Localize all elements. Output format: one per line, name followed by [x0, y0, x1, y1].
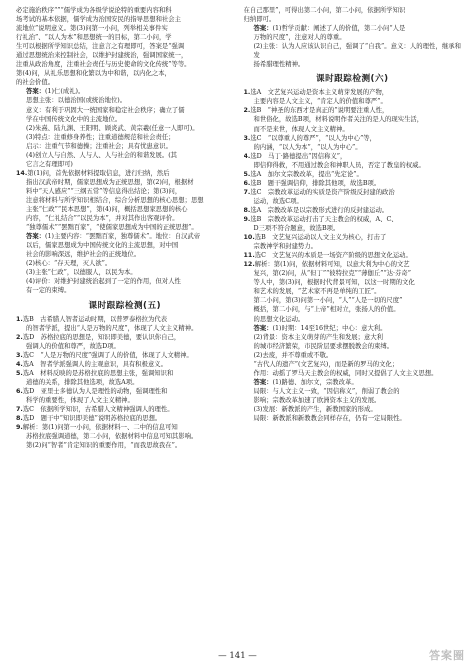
question-text: 选A 智者学派强调人的主观意识，具有积极意义。	[22, 360, 167, 368]
question-number: 6.	[16, 387, 23, 395]
text-line: 即信仰得救，不用通过教会和神职人员，否定了教皇的权威。	[253, 161, 425, 169]
text-line: 在自己那里”，可得出第二小问，第二小问，依据所学知识	[243, 7, 406, 14]
question-number: 4.	[16, 360, 23, 368]
question-number: 11.	[243, 252, 255, 260]
question-number: 5.	[243, 170, 251, 178]
text-line: (2)去废，并不尊重或不敬。	[253, 351, 333, 359]
text-line: 的思想文化运动。	[253, 315, 305, 323]
question-number: 8.	[16, 415, 23, 423]
page-number: — 141 —	[218, 651, 257, 661]
question-text: 选A 宗教改革是以宗教形式进行的反封建运动。	[250, 206, 389, 214]
question-text: 第(1)问，首先依据材料提取信息，进行归纳，然后	[27, 169, 170, 177]
question-number: 10.	[243, 234, 255, 242]
text-line: 内容，“仁礼结合”“以民为本”，并对其作出客观评价。	[26, 215, 179, 223]
answer-label: 答案：	[253, 378, 273, 386]
answer-label: 答案：	[253, 324, 273, 332]
text-line: 等人中，第(3)问，根据时代背景可知，以这一时期的文化	[253, 279, 415, 287]
question-number: 6.	[243, 179, 251, 187]
question-line	[244, 152, 462, 161]
question-line	[16, 315, 234, 324]
question-number: 12.	[243, 261, 255, 269]
question-text: 选D 题干中“知识即美德”说明苏格拉底的思想。	[22, 415, 162, 423]
text-line: 必定施治秩序“”“儒学成为各级学说论特的重要内容和科	[16, 7, 172, 14]
text-line: 第二小问，第(3)问第一小问，“人”“人是一切的尺度”	[253, 297, 403, 305]
section-title: 课时跟踪检测(六)	[315, 74, 389, 85]
text-line: 注重从政治角度，注重社会责任与历史使命的文化传统”等等。	[16, 61, 191, 69]
question-number: 3.	[16, 351, 23, 359]
question-number: 4.	[243, 152, 251, 160]
text-line: “独尊儒术”“罢黜百家”，“使儒家思想成为中国的正统思想”。	[26, 224, 198, 232]
text-line: 而不是来世，体现人文主义精神。	[253, 125, 349, 133]
question-line	[16, 387, 234, 396]
answer-line	[16, 87, 234, 96]
question-text: 选B 题干强调信仰，排除其他项，故选B项。	[250, 179, 381, 187]
text-line: 启示：注重气节和德操；注重社会；具有忧患意识。	[26, 142, 172, 150]
answer-text: (1)路德、加尔文，宗教改革。	[272, 378, 358, 386]
text-line: 扬希腊理性精神。	[253, 61, 305, 69]
text-line: 科学的重要性，体现了人文主义精神。	[26, 396, 134, 404]
answer-line	[244, 24, 462, 33]
question-number: 9.	[243, 215, 251, 223]
question-text: 选C 宗教改革运动的实质是资产阶级反封建的政治	[250, 188, 395, 196]
question-line	[16, 414, 234, 423]
text-line: 社会的影响深远，维护社会的正统地位。	[26, 251, 141, 259]
text-line: 流地位”说明意义。第(3)问第一小问，列举相关事件实	[16, 25, 168, 33]
question-text: 选A 材料反映的是苏格拉底的思想主张，强调知识和	[22, 369, 174, 377]
text-line: 的城市经济繁荣，市民阶层要求摆脱教会的束缚。	[253, 342, 394, 350]
text-line: 和世俗化，故选B项，材料说明作者关注的是人的现实生活，	[253, 116, 424, 124]
question-line	[16, 333, 234, 342]
text-line: (2)主张：认为人应该认识自己，强调了“自我”。意义：人的理性，继承和发	[253, 43, 461, 60]
text-line: (4)创立人与自然、人与人、人与社会的和谐发展。(其	[26, 151, 178, 159]
text-line: 作用：动摇了罗马天主教会的权威，同时又提倡了人文主义思想。	[253, 369, 438, 377]
text-line: 行礼治”、“以人为本”和思想统一的目标，第二小问，学	[16, 34, 172, 42]
question-number: 3.	[243, 134, 251, 142]
text-line: 第(2)问“智者”肯定知识的重要作用，“而我思故我在”。	[26, 442, 182, 450]
question-number: 2.	[243, 107, 251, 115]
text-line: 主要内容是人文主义，“肯定人的价值和尊严”。	[253, 98, 387, 106]
question-line	[16, 360, 234, 369]
text-line: 和艺术的发展，“艺术家不再是单纯的工匠”。	[253, 288, 381, 296]
question-text: 选C 依据所学知识，古希腊人文精神强调人的理性。	[22, 405, 174, 413]
left-column	[16, 6, 234, 645]
question-number: 7.	[243, 188, 251, 196]
text-line: 的智者学派，提出“人是万物的尺度”，体现了人文主义精神。	[26, 324, 198, 332]
question-text: 选B 古希腊人智者运动时期，以普罗泰格拉为代表	[22, 315, 168, 323]
answer-line	[244, 378, 462, 387]
right-column	[244, 6, 462, 645]
question-line	[244, 215, 462, 224]
answer-text: (1)时期：14至16世纪；中心：意大利。	[272, 324, 387, 332]
text-line: D三项不符合题意，故选B项。	[253, 225, 340, 233]
question-line	[244, 179, 462, 188]
question-number: 7.	[16, 405, 23, 413]
text-line: 的内涵，“以人为本”，“以人为中心”。	[253, 143, 362, 151]
watermark-logo: 答案圈	[429, 649, 465, 662]
text-line: 概括，第二小问，与“上帝”相对立，张扬人的价值。	[253, 306, 400, 314]
text-line: 万物的尺度”，注意对人的尊重。	[253, 34, 346, 42]
text-line: (2)朱熹、陆九渊、王阳明、顾炎武、黄宗羲(任意一人即可)。	[26, 124, 199, 132]
text-line: 它言之有理即可)	[26, 160, 73, 168]
question-number: 9.	[16, 424, 23, 432]
question-text: 解析：第(1)问第一小问，依据材料一、二中的信息可知	[22, 424, 178, 432]
text-line: 主张“仁政”“民本思想”，第(4)问，概括思想家思想的核心	[26, 206, 188, 214]
text-line: 以后，儒家思想成为中国传统文化的主流思想，对中国	[26, 242, 179, 250]
question-text: 选A 文艺复兴运动是资本主义萌芽发展的产物，	[250, 89, 389, 97]
question-text: 选B “神圣的东西才是真正的”说明要注重人性，	[250, 107, 389, 115]
text-line: 强调人的价值和尊严，故选D项。	[26, 342, 120, 350]
answer-label: 答案：	[26, 233, 46, 241]
question-line	[16, 351, 234, 360]
text-line: 的社会价值。	[16, 79, 55, 87]
text-line: 料中“天人感应”“三纲五常”等信息得出结论；第(3)问，	[26, 187, 182, 195]
text-line: 归纳即可。	[243, 16, 276, 24]
question-text: 选D 马丁·路德提出“因信称义”，	[250, 152, 347, 160]
question-text: 选A 加尔文宗教改革，提出“先定论”。	[250, 170, 363, 178]
question-text: 选C 文艺复兴的本质是一场资产阶级的思想文化运动。	[254, 252, 412, 260]
text-line: 局限：与人文主义一致，“因信称义”，削弱了教会的	[253, 387, 400, 395]
question-line	[244, 251, 462, 260]
question-line	[16, 169, 234, 178]
question-line	[244, 170, 462, 179]
answer-text: (1)哲学贡献：阐述了人的价值，第二小问“人是	[272, 25, 406, 33]
answer-label: 答案：	[26, 88, 46, 96]
text-line: 生可以根据所学知识总结，注意言之有理即可，答案是“强调	[16, 43, 185, 51]
question-number: 5.	[16, 369, 23, 377]
question-line	[244, 206, 462, 215]
text-line: 第(4)问，从礼乐思想和化繁以为中和谐，以内化之本，	[16, 70, 171, 78]
question-text: 选B 文艺复兴运动以人文主义为核心，打击了	[254, 234, 387, 242]
question-line	[16, 423, 234, 432]
text-line: (4)评价：对维护封建统治起到了一定的作用，但对人性	[26, 278, 181, 286]
question-number: 2.	[16, 333, 23, 341]
question-line	[244, 106, 462, 115]
question-number: 8.	[243, 206, 251, 214]
text-line: 通过思想统治来控制社会，以维护封建统治，强调国家统一，	[16, 52, 188, 60]
text-line: 影响；宗教改革加速了欧洲资本主义的发展。	[253, 396, 381, 404]
question-number: 1.	[243, 89, 251, 97]
text-line: 注意将材料与所学知识相结合，综合分析思想的核心思想；思想	[26, 196, 204, 204]
question-text: 解析：第(1)问，依据材料可知，以意大利为中心的文艺	[254, 261, 410, 269]
question-line	[244, 260, 462, 269]
text-line: (3)特点：注重修身养性；注重道德规范和社会责任；	[26, 133, 175, 141]
text-line: 有一定的束缚。	[26, 287, 71, 295]
text-line: “古代人的遗产”(文艺复兴)，而是新的罗马的文化；	[253, 360, 399, 368]
question-number: 1.	[16, 315, 23, 323]
question-text: 选D 亚里士多德认为人是理性的动物，强调理性和	[22, 387, 168, 395]
text-line: (3)主张“仁政”，以德服人，以民为本。	[26, 269, 137, 277]
question-text: 选C “人是万物的尺度”强调了人的价值，体现了人文精神。	[22, 351, 193, 359]
text-line: 思想主张：以德治国(或统治地位)。	[26, 97, 127, 105]
text-line: (3)发展：新教派的产生，新教国家的形成。	[253, 405, 377, 413]
answer-line	[16, 232, 234, 241]
answer-text: (1)仁(成礼)。	[45, 88, 85, 96]
question-line	[244, 134, 462, 143]
question-text: 选C “以尊重人的尊严”，“以人为中心”等，	[250, 134, 376, 142]
text-line: 意义：有利于巩固大一统国家和稳定社会秩序；确立了儒	[26, 106, 185, 114]
question-text: 选B 宗教改革运动打击了天主教会的权威，A、C、	[250, 215, 398, 223]
text-line: 场考试的基本依据，儒学成为治国安民的指导思想和社会主	[16, 16, 181, 24]
text-line: 学在中国传统文化中的主流地位。	[26, 115, 122, 123]
answer-text: (1)主要内容：“罢黜百家，独尊儒术”。地位：自汉武帝	[45, 233, 201, 241]
question-line	[244, 188, 462, 197]
text-line: 运动，故选C项。	[253, 197, 303, 205]
question-line	[16, 369, 234, 378]
section-title: 课时跟踪检测(五)	[88, 300, 161, 311]
answer-line	[244, 324, 462, 333]
question-line	[244, 88, 462, 97]
question-text: 选D 苏格拉底的思想是，知识即美德，要认识你自己，	[22, 333, 181, 341]
text-line: (2)核心：“存天理，灭人欲”。	[26, 260, 112, 268]
answer-label: 答案：	[253, 25, 273, 33]
two-column-body	[16, 6, 461, 645]
text-line: 道德的关系，排除其他选项，故选A项。	[26, 378, 139, 386]
text-line: 宗教神学和封建势力。	[253, 243, 317, 251]
text-line: 指出汉武帝时期，儒家思想成为正统思想，第(2)问，根据材	[26, 178, 194, 186]
question-line	[16, 405, 234, 414]
text-line: 苏格拉底强调道德，第二小问，依据材料中信息可知其影响。	[26, 433, 198, 441]
text-line: 复兴，第(2)问，从“但丁”“彼特拉克”“薄伽丘”“达·芬奇”	[253, 270, 411, 278]
question-number: 14.	[16, 169, 28, 177]
text-line: 局限：新教派和新教教会同样存在，仍有一定局限性。	[253, 415, 406, 423]
question-line	[244, 233, 462, 242]
text-line: (2)背景：资本主义萌芽的产生和发展；意大利	[253, 333, 384, 341]
